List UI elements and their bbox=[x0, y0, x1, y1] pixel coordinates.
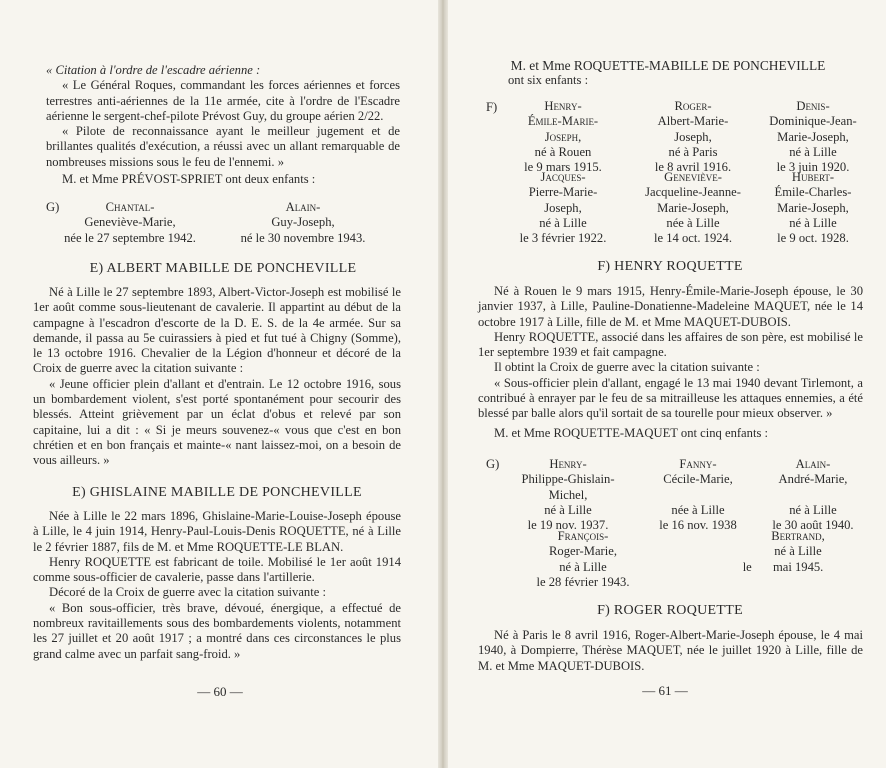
child-entry bbox=[498, 99, 628, 175]
page-number-60: — 60 — bbox=[197, 684, 243, 699]
child-name: Marie-Joseph, bbox=[777, 200, 849, 215]
child-birthdate: le 3 février 1922. bbox=[519, 231, 607, 246]
child-entry bbox=[498, 457, 638, 533]
child-birthdate: le 19 nov. 1937. bbox=[527, 518, 609, 533]
citation-paragraph: « Pilote de reconnaissance ayant le meilleur jugement et de brillantes qualités d'exécution, a réussi avec un allant remarquable de nombreuses missions sous le feu de l'ennemi. » bbox=[46, 124, 400, 169]
cinq-intro: M. et Mme ROQUETTE-MAQUET ont cinq enfants : bbox=[494, 425, 768, 440]
child-birthplace: né à Lille bbox=[539, 215, 587, 230]
child-name: Jacques- bbox=[540, 170, 586, 184]
henry-citation: « Sous-officier plein d'allant, engagé le 13 mai 1940 devant Tirlemont, a contribué à enrayer par le feu de sa mitrailleuse les attaques ennemies, a été blessé par balle alors qu'il sortait de sa tourelle pour mieux observer. » bbox=[478, 375, 863, 421]
child-birthdate: le 30 août 1940. bbox=[772, 518, 854, 533]
roger-section bbox=[478, 628, 863, 674]
child-name: Roger-Marie, bbox=[549, 544, 617, 559]
child-birthplace: née à Lille bbox=[671, 502, 725, 517]
child-birthplace: né à Lille bbox=[774, 544, 822, 559]
child-birthplace: né à Lille bbox=[559, 559, 607, 574]
child-birthdate: le 14 oct. 1924. bbox=[654, 231, 732, 246]
five-children-label: G) bbox=[486, 457, 500, 471]
birth-day-prefix: le bbox=[742, 559, 752, 574]
child-name: Albert-Marie- bbox=[657, 114, 729, 129]
child-name: Joseph, bbox=[544, 200, 582, 215]
intro-line: M. et Mme ROQUETTE-MABILLE DE PONCHEVILLE bbox=[510, 58, 826, 73]
six-children-label: F) bbox=[486, 100, 498, 114]
child-birthplace: né à Rouen bbox=[534, 144, 592, 159]
child-birthplace: né à Paris bbox=[668, 144, 718, 159]
child-name: Guy-Joseph, bbox=[271, 215, 335, 230]
child-name: André-Marie, bbox=[778, 472, 848, 487]
citation-title: « Citation à l'ordre de l'escadre aérienne : bbox=[46, 63, 261, 77]
child-birth: né le 30 novembre 1943. bbox=[240, 230, 366, 245]
child-name bbox=[633, 488, 763, 503]
henry-paragraph: Né à Rouen le 9 mars 1915, Henry-Émile-Marie-Joseph épouse, le 30 janvier 1937, à Lille, Pauline-Donatienne-Madeleine MAQUET, née le 14 octobre 1917 à Lille, fille de M. et Mme MAQUET-DUBOIS. bbox=[478, 284, 863, 329]
six-children-grid bbox=[443, 99, 886, 246]
albert-section bbox=[33, 285, 401, 469]
child-name: Philippe-Ghislain- bbox=[521, 472, 615, 487]
child-entry bbox=[748, 170, 878, 246]
roquette-mabille-intro bbox=[468, 58, 868, 89]
child-birthplace: né à Lille bbox=[544, 502, 592, 517]
child-name: Marie-Joseph, bbox=[657, 200, 729, 215]
child-birthdate bbox=[718, 560, 848, 575]
child-entry bbox=[513, 529, 653, 590]
prevost-children bbox=[0, 200, 443, 250]
child-name: Geneviève- bbox=[664, 170, 722, 184]
child-entry bbox=[618, 170, 768, 246]
ghislaine-section bbox=[33, 509, 401, 662]
child-entry bbox=[228, 200, 378, 246]
page-number-61: — 61 — bbox=[642, 683, 688, 698]
ghislaine-paragraph: Henry ROQUETTE est fabricant de toile. Mobilisé le 1er août 1914 comme sous-officier de cavalerie, passe dans l'artillerie. bbox=[33, 554, 401, 585]
child-birthplace: né à Lille bbox=[789, 502, 837, 517]
child-name bbox=[748, 488, 878, 503]
citation-paragraph: « Le Général Roques, commandant les forces aériennes et forces terrestres anti-aériennes de la 11e armée, cite à l'ordre de l'Escadre aérienne le sergent-chef-pilote Prévost Guy, du groupe aérien 2/22. bbox=[46, 78, 400, 123]
child-name: Denis- bbox=[796, 99, 830, 113]
child-name: Pierre-Marie- bbox=[528, 185, 598, 200]
child-name: Roger- bbox=[674, 99, 712, 113]
citation-section bbox=[46, 63, 400, 187]
heading-albert: E) ALBERT MABILLE DE PONCHEVILLE bbox=[89, 261, 357, 276]
child-birthdate: le 28 février 1943. bbox=[536, 574, 630, 589]
child-birthdate: le 16 nov. 1938 bbox=[659, 518, 737, 533]
child-name: Marie-Joseph, bbox=[777, 129, 849, 144]
child-name: Émile-Charles- bbox=[774, 185, 852, 200]
child-name: Alain- bbox=[795, 457, 831, 471]
heading-henry: F) HENRY ROQUETTE bbox=[597, 259, 743, 274]
child-name: Émile-Marie- bbox=[527, 114, 599, 129]
albert-paragraph: Né à Lille le 27 septembre 1893, Albert-Victor-Joseph est mobilisé le 1er août comme sous-lieutenant de cavalerie. Il appartint au début de la campagne à l'escadron d'escorte de la D. E. S. de la 4e armée. Sur sa demande, il passa au 5e cuirassiers à pied et fut tué à Chigny (Somme), le 13 octobre 1916. Chevalier de la Légion d'honneur et décoré de la Croix de guerre avec la citation suivante : bbox=[33, 285, 401, 376]
child-name: Alain- bbox=[285, 200, 321, 214]
intro-line: ont six enfants : bbox=[508, 73, 589, 88]
child-name: Michel, bbox=[548, 487, 588, 502]
child-entry bbox=[748, 457, 878, 533]
child-name: Dominique-Jean- bbox=[769, 114, 857, 129]
henry-paragraph: Il obtint la Croix de guerre avec la citation suivante : bbox=[494, 360, 760, 375]
henry-section bbox=[478, 284, 863, 441]
five-children-grid bbox=[443, 457, 886, 592]
heading-ghislaine: E) GHISLAINE MABILLE DE PONCHEVILLE bbox=[72, 485, 362, 500]
heading-roger: F) ROGER ROQUETTE bbox=[597, 603, 743, 618]
birth-month-year: mai 1945. bbox=[772, 559, 824, 574]
child-entry bbox=[60, 200, 200, 246]
child-birthdate: le 9 mars 1915. bbox=[524, 160, 602, 175]
prevost-label: G) bbox=[46, 200, 60, 214]
child-birthdate: le 9 oct. 1928. bbox=[777, 231, 849, 246]
child-entry bbox=[743, 99, 883, 175]
child-birthplace: née à Lille bbox=[666, 215, 720, 230]
child-entry bbox=[628, 99, 758, 175]
child-name: Chantal- bbox=[105, 200, 155, 214]
albert-citation: « Jeune officier plein d'allant et d'entrain. Le 12 octobre 1916, sous un bombardement violent, s'est porté spontanément pour secourir des blessés. Atteint grièvement par un éclat d'obus et relevé par son capitaine, lui a dit : « Si je meurs souvenez-« vous que c'est en bon chrétien et en bon français et mainte-« nant laissez-moi, on a besoin de vous ailleurs. » bbox=[33, 376, 401, 468]
child-name: Bertrand, bbox=[771, 529, 825, 543]
child-name: Henry- bbox=[544, 99, 582, 113]
ghislaine-citation: « Bon sous-officier, très brave, dévoué, énergique, a effectué de nombreux ravitaillements sous des bombardements violents, notamment les 27 juillet et 20 août 1917 ; a montré dans ces circonstances le plus grand calme avec un parfait sang-froid. » bbox=[33, 600, 401, 661]
henry-paragraph: Henry ROQUETTE, associé dans les affaires de son père, est mobilisé le 1er septembre 1939 et fait campagne. bbox=[478, 329, 863, 360]
child-name: Henry- bbox=[549, 457, 587, 471]
child-name: Joseph, bbox=[544, 129, 582, 144]
prevost-intro: M. et Mme PRÉVOST-SPRIET ont deux enfants : bbox=[62, 172, 316, 187]
roger-paragraph: Né à Paris le 8 avril 1916, Roger-Albert-Marie-Joseph épouse, le 4 mai 1940, à Dompierre, Thérèse MAQUET, née le juillet 1920 à Lille, fille de M. et Mme MAQUET-DUBOIS. bbox=[478, 628, 863, 673]
child-birthplace: né à Lille bbox=[789, 144, 837, 159]
ghislaine-paragraph: Née à Lille le 22 mars 1896, Ghislaine-Marie-Louise-Joseph épouse à Lille, le 4 juin 1914, Henry-Paul-Louis-Denis ROQUETTE, né à Lille le 2 février 1887, fils de M. et Mme ROQUETTE-LE BLAN. bbox=[33, 509, 401, 554]
child-birthdate: le 3 juin 1920. bbox=[776, 160, 850, 175]
child-name: Fanny- bbox=[679, 457, 717, 471]
child-name: Hubert- bbox=[791, 170, 835, 184]
child-birth: née le 27 septembre 1942. bbox=[64, 230, 196, 245]
child-name: Joseph, bbox=[674, 129, 712, 144]
child-entry bbox=[718, 529, 848, 575]
child-name: Geneviève-Marie, bbox=[84, 215, 176, 230]
child-entry bbox=[633, 457, 763, 533]
child-name: François- bbox=[557, 529, 609, 543]
child-name: Jacqueline-Jeanne- bbox=[645, 185, 741, 200]
ghislaine-paragraph: Décoré de la Croix de guerre avec la citation suivante : bbox=[49, 585, 326, 600]
child-name: Cécile-Marie, bbox=[663, 472, 733, 487]
child-birthdate: le 8 avril 1916. bbox=[654, 160, 732, 175]
child-entry bbox=[498, 170, 628, 246]
child-birthplace: né à Lille bbox=[789, 215, 837, 230]
